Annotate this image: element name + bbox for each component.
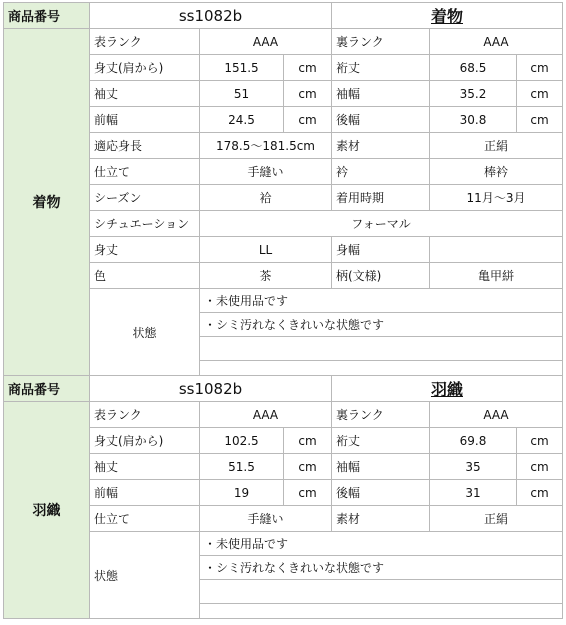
gara-value: 亀甲絣 <box>430 263 563 289</box>
kimono-table <box>3 2 563 376</box>
ushirohaba-value: 30.8 <box>430 107 517 133</box>
shitate-value: 手縫い <box>200 159 332 185</box>
tekio-label: 適応身長 <box>90 133 200 159</box>
spec-sheet <box>3 2 562 619</box>
sodetake-unit: cm <box>284 81 332 107</box>
haori-ura-rank-label: 裏ランク <box>332 402 430 428</box>
haori-table <box>3 375 563 619</box>
season-value: 袷 <box>200 185 332 211</box>
haori-jotai-note-1: ・未使用品です <box>200 532 563 556</box>
haori-ushirohaba-unit: cm <box>517 480 563 506</box>
jotai-blank-1 <box>200 337 563 361</box>
haori-ushirohaba-label: 後幅 <box>332 480 430 506</box>
chakuyo-value: 11月～3月 <box>430 185 563 211</box>
haori-ura-rank-value: AAA <box>430 402 563 428</box>
maehaba-label: 前幅 <box>90 107 200 133</box>
haori-jotai-note-2: ・シミ汚れなくきれいな状態です <box>200 556 563 580</box>
haori-sodetake-value: 51.5 <box>200 454 284 480</box>
mitake-value: 151.5 <box>200 55 284 81</box>
haori-section-label: 羽織 <box>4 402 90 619</box>
haori-sodehaba-label: 袖幅 <box>332 454 430 480</box>
sozai-label: 素材 <box>332 133 430 159</box>
haori-shitate-value: 手縫い <box>200 506 332 532</box>
jotai-note-1: ・未使用品です <box>200 289 563 313</box>
mitake2-value: LL <box>200 237 332 263</box>
situation-label: シチュエーション <box>90 211 200 237</box>
ushirohaba-unit: cm <box>517 107 563 133</box>
haori-header-row <box>4 376 563 402</box>
ushirohaba-label: 後幅 <box>332 107 430 133</box>
product-number: ss1082b <box>90 3 332 29</box>
eri-value: 棒衿 <box>430 159 563 185</box>
haori-jotai-blank-1 <box>200 580 563 604</box>
haori-jotai-label: 状態 <box>90 532 200 619</box>
haori-sozai-label: 素材 <box>332 506 430 532</box>
mihaba-label: 身幅 <box>332 237 430 263</box>
haori-maehaba-unit: cm <box>284 480 332 506</box>
yukitake-label: 裄丈 <box>332 55 430 81</box>
product-number-label: 商品番号 <box>4 3 90 29</box>
iro-value: 茶 <box>200 263 332 289</box>
haori-mitake-label: 身丈(肩から) <box>90 428 200 454</box>
mitake-label: 身丈(肩から) <box>90 55 200 81</box>
haori-jotai-blank-2 <box>200 604 563 619</box>
maehaba-unit: cm <box>284 107 332 133</box>
sodetake-label: 袖丈 <box>90 81 200 107</box>
haori-maehaba-value: 19 <box>200 480 284 506</box>
eri-label: 衿 <box>332 159 430 185</box>
item-type-title: 着物 <box>332 3 563 29</box>
haori-omote-rank-value: AAA <box>200 402 332 428</box>
yukitake-unit: cm <box>517 55 563 81</box>
yukitake-value: 68.5 <box>430 55 517 81</box>
sodehaba-unit: cm <box>517 81 563 107</box>
haori-mitake-value: 102.5 <box>200 428 284 454</box>
sodehaba-label: 袖幅 <box>332 81 430 107</box>
jotai-note-2: ・シミ汚れなくきれいな状態です <box>200 313 563 337</box>
omote-rank-label: 表ランク <box>90 29 200 55</box>
ura-rank-value: AAA <box>430 29 563 55</box>
tekio-value: 178.5～181.5cm <box>200 133 332 159</box>
haori-yukitake-unit: cm <box>517 428 563 454</box>
shitate-label: 仕立て <box>90 159 200 185</box>
sodehaba-value: 35.2 <box>430 81 517 107</box>
haori-ushirohaba-value: 31 <box>430 480 517 506</box>
haori-mitake-unit: cm <box>284 428 332 454</box>
season-label: シーズン <box>90 185 200 211</box>
sodetake-value: 51 <box>200 81 284 107</box>
haori-yukitake-label: 裄丈 <box>332 428 430 454</box>
iro-label: 色 <box>90 263 200 289</box>
haori-sodehaba-value: 35 <box>430 454 517 480</box>
haori-sozai-value: 正絹 <box>430 506 563 532</box>
mitake-unit: cm <box>284 55 332 81</box>
mihaba-value <box>430 237 563 263</box>
kimono-header-row <box>4 3 563 29</box>
jotai-label: 状態 <box>90 289 200 376</box>
haori-omote-rank-label: 表ランク <box>90 402 200 428</box>
chakuyo-label: 着用時期 <box>332 185 430 211</box>
ura-rank-label: 裏ランク <box>332 29 430 55</box>
haori-sodetake-label: 袖丈 <box>90 454 200 480</box>
maehaba-value: 24.5 <box>200 107 284 133</box>
haori-yukitake-value: 69.8 <box>430 428 517 454</box>
haori-item-type-title: 羽織 <box>332 376 563 402</box>
kimono-section-label: 着物 <box>4 29 90 376</box>
haori-product-number-label: 商品番号 <box>4 376 90 402</box>
haori-sodetake-unit: cm <box>284 454 332 480</box>
sozai-value: 正絹 <box>430 133 563 159</box>
haori-maehaba-label: 前幅 <box>90 480 200 506</box>
haori-product-number: ss1082b <box>90 376 332 402</box>
haori-sodehaba-unit: cm <box>517 454 563 480</box>
haori-shitate-label: 仕立て <box>90 506 200 532</box>
situation-value: フォーマル <box>200 211 563 237</box>
mitake2-label: 身丈 <box>90 237 200 263</box>
jotai-blank-2 <box>200 361 563 376</box>
gara-label: 柄(文様) <box>332 263 430 289</box>
omote-rank-value: AAA <box>200 29 332 55</box>
